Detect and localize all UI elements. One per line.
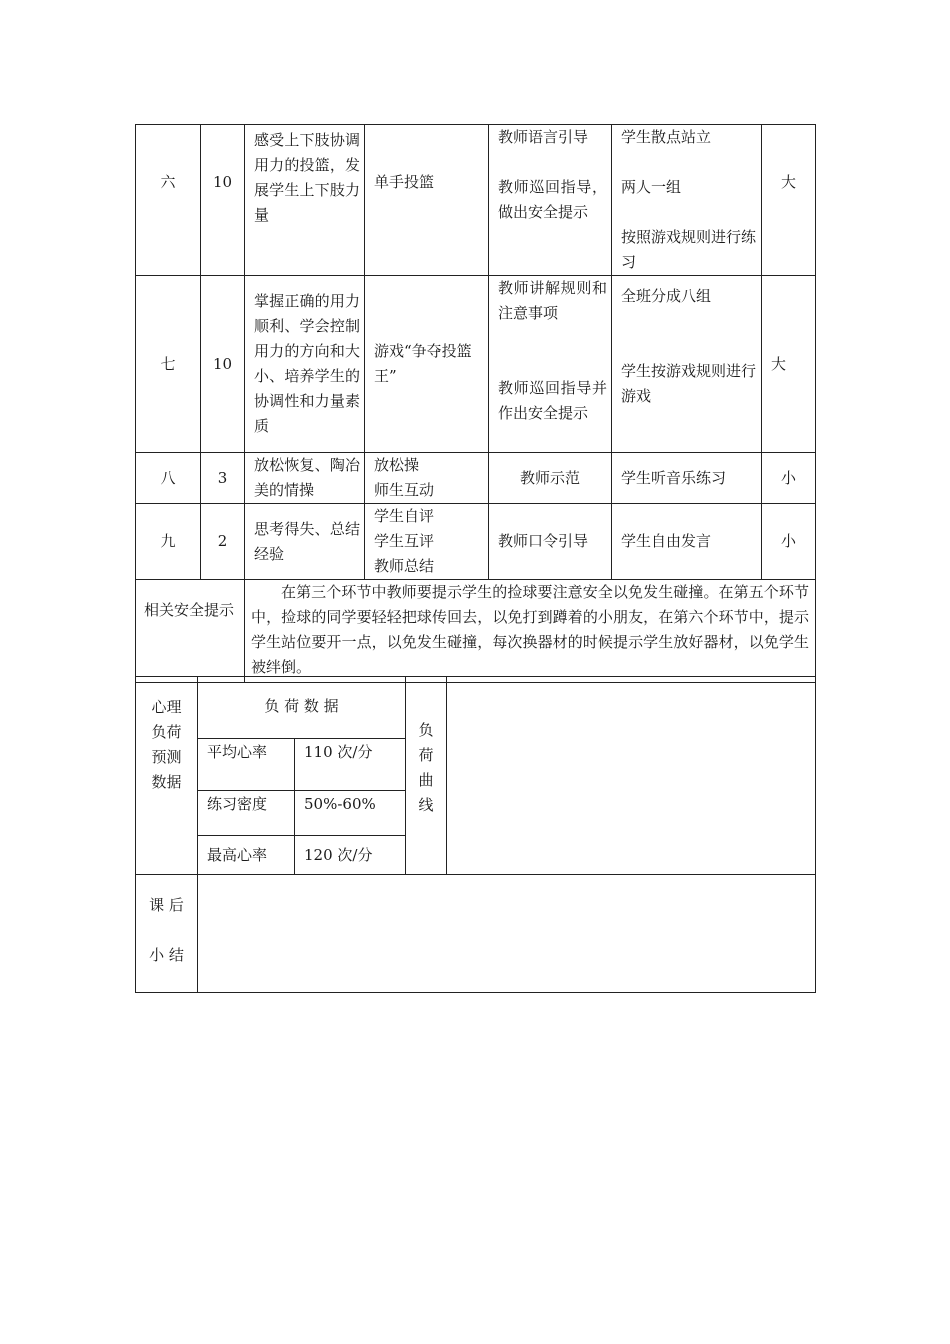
step-minutes: 3 (201, 453, 245, 504)
step-row (136, 504, 816, 580)
student-line: 按照游戏规则进行练习 (621, 228, 757, 271)
summary-text (198, 875, 816, 993)
load-item-value: 120 次/分 (295, 836, 406, 875)
student-activity: 学生自由发言 (612, 504, 762, 580)
intensity: 大 (762, 125, 816, 276)
content-line: 师生互动 (374, 481, 435, 499)
step-number: 九 (136, 504, 201, 580)
student-activity (612, 125, 762, 276)
content-line: 教师总结 (374, 557, 435, 575)
teacher-activity: 教师口令引导 (489, 504, 612, 580)
teacher-line: 教师巡回指导并作出安全提示 (498, 379, 607, 422)
load-item-value: 50%-60% (295, 791, 406, 836)
load-item-name: 练习密度 (198, 791, 295, 836)
lesson-steps-table (135, 124, 816, 683)
student-line: 全班分成八组 (621, 287, 712, 305)
load-table (135, 676, 816, 875)
step-row (136, 276, 816, 453)
student-line: 两人一组 (621, 178, 682, 196)
load-curve-area (447, 677, 816, 875)
intensity: 大 (762, 276, 816, 453)
intensity: 小 (762, 504, 816, 580)
step-row (136, 453, 816, 504)
student-line: 学生散点站立 (621, 128, 712, 146)
load-item-name: 最高心率 (198, 836, 295, 875)
step-goal: 掌握正确的用力顺利、学会控制用力的方向和大小、培养学生的协调性和力量素质 (245, 276, 365, 453)
load-label: 心理 负荷 预测 数据 (136, 677, 198, 875)
curve-label: 负 荷 曲 线 (406, 677, 447, 875)
teacher-line: 教师语言引导 (498, 128, 589, 146)
content-line: 学生互评 (374, 532, 435, 550)
summary-label: 课 后 小 结 (136, 875, 198, 993)
step-content (365, 504, 489, 580)
step-minutes: 2 (201, 504, 245, 580)
step-goal: 感受上下肢协调用力的投篮，发展学生上下肢力量 (245, 125, 365, 276)
student-activity: 学生听音乐练习 (612, 453, 762, 504)
safety-text: 在第三个环节中教师要提示学生的捡球要注意安全以免发生碰撞。在第五个环节中，捡球的同学要轻轻把球传回去，以免打到蹲着的小朋友，在第六个环节中，提示学生站位要开一点，以免发生碰撞，每次换器材的时候提示学生放好器材，以免学生被绊倒。 (245, 580, 816, 683)
step-goal: 放松恢复、陶冶美的情操 (245, 453, 365, 504)
step-content: 单手投篮 (365, 125, 489, 276)
step-number: 七 (136, 276, 201, 453)
teacher-line: 教师巡回指导，做出安全提示 (498, 178, 607, 221)
step-number: 六 (136, 125, 201, 276)
step-goal: 思考得失、总结经验 (245, 504, 365, 580)
student-activity (612, 276, 762, 453)
content-line: 放松操 (374, 456, 420, 474)
load-item-name: 平均心率 (198, 739, 295, 791)
step-row (136, 125, 816, 276)
student-line: 学生按游戏规则进行游戏 (621, 362, 757, 405)
teacher-activity: 教师示范 (489, 453, 612, 504)
teacher-activity (489, 276, 612, 453)
load-item-value: 110 次/分 (295, 739, 406, 791)
step-content (365, 453, 489, 504)
content-line: 学生自评 (374, 507, 435, 525)
safety-row (136, 580, 816, 683)
step-content: 游戏“争夺投篮王” (365, 276, 489, 453)
teacher-line: 教师讲解规则和注意事项 (498, 279, 607, 322)
summary-table (135, 874, 816, 993)
step-minutes: 10 (201, 276, 245, 453)
safety-label: 相关安全提示 (136, 580, 245, 683)
step-minutes: 10 (201, 125, 245, 276)
step-number: 八 (136, 453, 201, 504)
intensity: 小 (762, 453, 816, 504)
teacher-activity (489, 125, 612, 276)
load-header: 负 荷 数 据 (198, 677, 406, 739)
